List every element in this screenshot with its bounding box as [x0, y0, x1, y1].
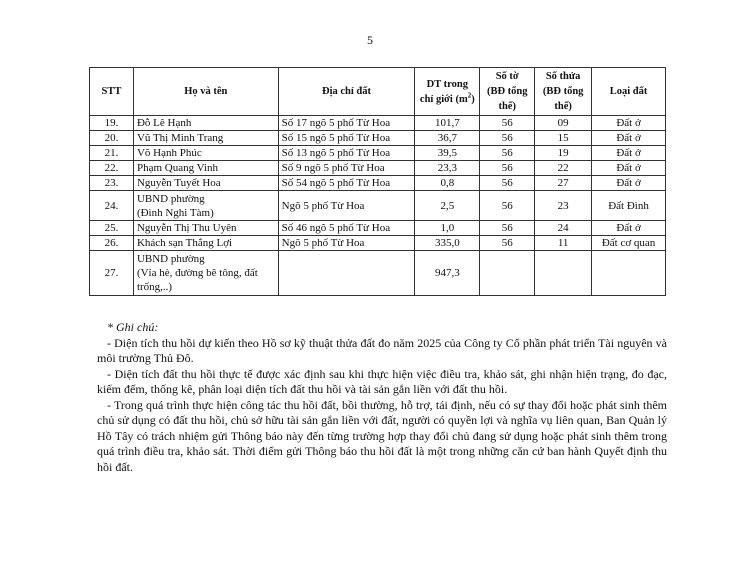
- table-row: 20. Vũ Thị Minh Trang Số 15 ngõ 5 phố Từ Hoa 36,7 56 15 Đất ở: [90, 131, 666, 146]
- header-name: Họ và tên: [133, 68, 278, 116]
- header-land-type: Loại đất: [592, 68, 666, 116]
- header-parcel: Số thửa (BĐ tổng thể): [535, 68, 592, 116]
- table-header-row: [90, 68, 666, 116]
- header-stt: STT: [90, 68, 134, 116]
- table-row: 19. Đỗ Lê Hạnh Số 17 ngõ 5 phố Từ Hoa 101,7 56 09 Đất ở: [90, 116, 666, 131]
- page-number: 5: [367, 33, 373, 47]
- notes-title: * Ghi chú:: [107, 320, 159, 334]
- note-item: - Trong quá trình thực hiện công tác thu hồi đất, bồi thường, hỗ trợ, tái định, nếu có sự thay đổi hoặc phát sinh thêm chủ sử dụng có đất thu hồi, chủ sở hữu tài sản gắn liền với đất, người có quyền lợi và nghĩa vụ liên quan, Ban Quản lý Hồ Tây có trách nhiệm gửi Thông báo này đến từng trường hợp thay đổi chủ đang sử dụng hoặc phát sinh thêm trong quá trình điều tra, khảo sát. Thời điểm gửi Thông báo thu hồi đất là một trong những căn cứ ban hành Quyết định thu hồi đất.: [97, 397, 667, 474]
- table-row: 23. Nguyễn Tuyết Hoa Số 54 ngõ 5 phố Từ Hoa 0,8 56 27 Đất ở: [90, 176, 666, 191]
- table-row: 22. Phạm Quang Vinh Số 9 ngõ 5 phố Từ Hoa 23,3 56 22 Đất ở: [90, 161, 666, 176]
- table-row: 27. UBND phường (Vỉa hè, đường bê tông, đất trống,..) 947,3: [90, 251, 666, 296]
- table-row: 21. Võ Hạnh Phúc Số 13 ngõ 5 phố Từ Hoa 39,5 56 19 Đất ở: [90, 146, 666, 161]
- table-row: 26. Khách sạn Thắng Lợi Ngõ 5 phố Từ Hoa 335,0 56 11 Đất cơ quan: [90, 236, 666, 251]
- table-row: 25. Nguyễn Thị Thu Uyên Số 46 ngõ 5 phố Từ Hoa 1,0 56 24 Đất ở: [90, 221, 666, 236]
- notes-section: [97, 320, 667, 475]
- header-address: Địa chỉ đất: [278, 68, 415, 116]
- note-item: - Diện tích thu hồi dự kiến theo Hồ sơ kỹ thuật thửa đất đo năm 2025 của Công ty Cổ phần phát triển Tài nguyên và môi trường Thủ Đô.: [97, 335, 667, 365]
- note-item: - Diện tích đất thu hồi thực tế được xác định sau khi thực hiện việc điều tra, khảo sát, ghi nhận hiện trạng, đo đạc, kiểm đếm, thống kê, phân loại diện tích đất thu hồi và tài sản gắn liền với đất thu hồi.: [97, 366, 667, 396]
- table-row: 24. UBND phường (Đình Nghi Tàm) Ngõ 5 phố Từ Hoa 2,5 56 23 Đất Đình: [90, 191, 666, 221]
- header-area: DT trong chỉ giới $(m^2)$: [415, 68, 480, 116]
- header-sheet: Số tờ (BĐ tổng thể): [480, 68, 535, 116]
- land-acquisition-table: [89, 67, 666, 296]
